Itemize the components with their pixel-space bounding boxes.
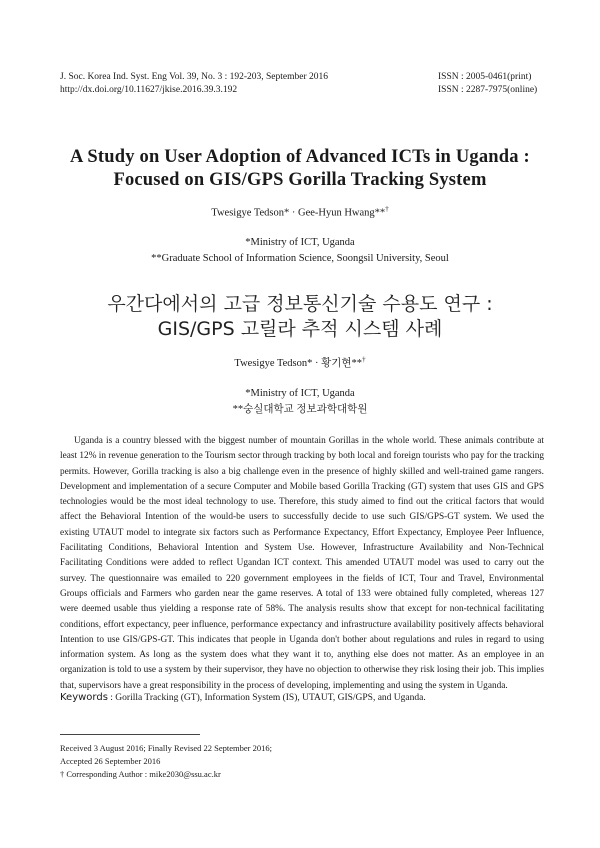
korean-title-line2: GIS/GPS 고릴라 추적 시스템 사례 [157, 318, 443, 340]
affiliation-1: *Ministry of ICT, Uganda [245, 237, 355, 248]
english-title-line1: A Study on User Adoption of Advanced ICTs in Uganda : [70, 147, 530, 167]
doi-link[interactable]: http://dx.doi.org/10.11627/jkise.2016.39.3.192 [60, 85, 238, 95]
issn-block [438, 71, 537, 97]
abstract-text: Uganda is a country blessed with the biggest number of mountain Gorillas in the whole world. These animals contribute at least 12% in revenue generation to the Tourism sector through tracking by both local and foreign tourists who pay for the tracking permits. However, Gorilla tracking is also a big challenge even in the presence of highly skilled and well-trained game rangers. Development and implementation of a secure Computer and Mobile based Gorilla Tracking (GT) system that uses GIS and GPS technologies would be the most ideal technology to use. Therefore, this study aimed to find out the critical factors that would affect the Behavioral Intention of the would-be users to successfully decide to use such GIS/GPS-GT system. We used the existing UTAUT model to integrate six factors such as Performance Expectancy, Effort Expectancy, Employee Peer Influence, Facilitating Conditions, Behavioral Intention and System Use. However, Infrastructure Availability and Non-Technical Facilitating Conditions were added to reflect Ugandan ICT context. This amended UTAUT model was used to carry out the survey. The questionnaire was emailed to 220 government employees in the fields of ICT, Tour and Travel, Environmental Groups officials and Farmers who garden near the game reserves. A total of 133 were obtained fully completed, whereas 127 were deemed usable thus yielding a response rate of 58%. The analysis results show that except for non-technical facilitating conditions, effort expectancy, peer influence, performance expectancy and infrastructure availability positively affects behavioral Intention to use GIS/GPS-GT. This indicates that people in Uganda don't bother about regulations and rules in regard to using information system. As long as the system does what they want it to, anything else does not matter. As an employee in an organization is told to use a system by their supervisor, they have no objection to otherwise they risk losing their job. This implies that, supervisors have a great responsibility in the process of developing, implementing and using the system in Uganda. [60, 436, 544, 691]
keywords-text: : Gorilla Tracking (GT), Information System (IS), UTAUT, GIS/GPS, and Uganda. [110, 693, 426, 703]
footnotes [60, 742, 272, 781]
korean-author-names: Twesigye Tedson* · 황기현** [234, 358, 363, 369]
received-date: Received 3 August 2016; Finally Revised 22 September 2016; [60, 743, 273, 753]
korean-authors [0, 355, 600, 370]
keywords [60, 692, 426, 703]
dagger-mark: † [60, 769, 65, 779]
english-title [0, 146, 600, 192]
english-authors [0, 205, 600, 219]
corresponding-author [60, 768, 272, 781]
corresponding-mark: † [385, 205, 389, 213]
issn-online: ISSN : 2287-7975(online) [438, 85, 538, 95]
korean-title [0, 292, 600, 342]
affiliation-2: **Graduate School of Information Science, Soongsil University, Seoul [151, 253, 449, 264]
korean-corresponding-mark: † [362, 355, 366, 364]
keywords-label: Keywords [60, 692, 108, 703]
journal-header [60, 71, 328, 97]
korean-affiliation-1: *Ministry of ICT, Uganda [245, 388, 355, 399]
english-affiliations [0, 235, 600, 267]
abstract [60, 434, 544, 694]
journal-citation: J. Soc. Korea Ind. Syst. Eng Vol. 39, No. 3 : 192-203, September 2016 [60, 72, 329, 82]
footnote-divider [60, 734, 200, 735]
corresponding-author-email[interactable]: Corresponding Author : mike2030@ssu.ac.kr [66, 769, 221, 779]
english-author-names: Twesigye Tedson* · Gee-Hyun Hwang** [211, 207, 386, 219]
accepted-date: Accepted 26 September 2016 [60, 756, 161, 766]
korean-affiliations [0, 386, 600, 418]
issn-print: ISSN : 2005-0461(print) [438, 72, 532, 82]
korean-affiliation-2: **숭실대학교 정보과학대학원 [232, 404, 368, 415]
korean-title-line1: 우간다에서의 고급 정보통신기술 수용도 연구 : [107, 293, 493, 315]
english-title-line2: Focused on GIS/GPS Gorilla Tracking System [113, 170, 487, 190]
